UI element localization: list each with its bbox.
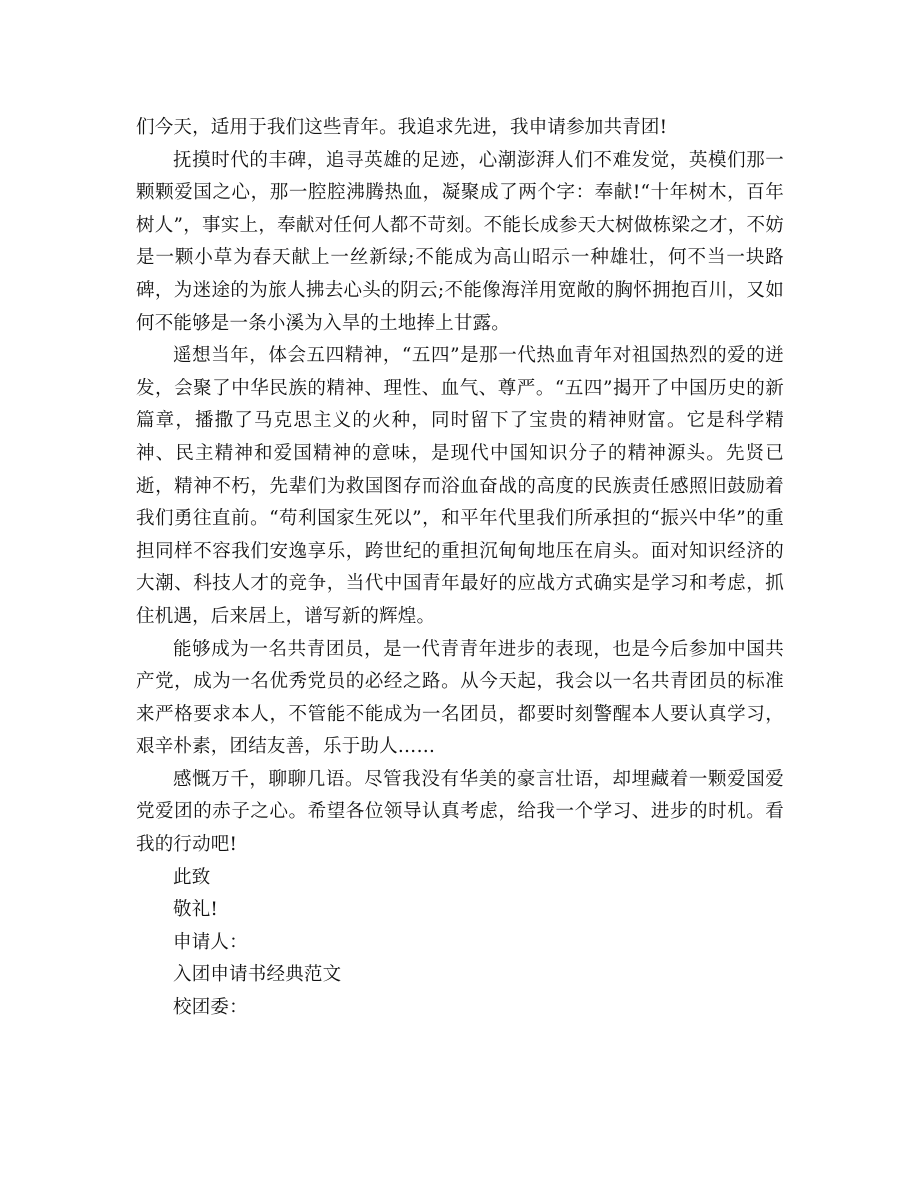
paragraph-3: 遥想当年，体会五四精神，“五四”是那一代热血青年对祖国热烈的爱的迸发，会聚了中华民族的精神、理性、血气、尊严。“五四”揭开了中国历史的新篇章，播撒了马克思主义的火种，同时留下了宝贵的精神财富。它是科学精神、民主精神和爱国精神的意味，是现代中国知识分子的精神源头。先贤已逝，精神不朽，先辈们为救国图存而浴血奋战的高度的民族责任感照旧鼓励着我们勇往直前。“苟利国家生死以”，和平年代里我们所承担的“振兴中华”的重担同样不容我们安逸享乐，跨世纪的重担沉甸甸地压在肩头。面对知识经济的大潮、科技人才的竞争，当代中国青年最好的应战方式确实是学习和考虑，抓住机遇，后来居上，谱写新的辉煌。	[136, 345, 784, 627]
paragraph-4: 能够成为一名共青团员，是一代青青年进步的表现，也是今后参加中国共产党，成为一名优秀党员的必经之路。从今天起，我会以一名共青团员的标准来严格要求本人，不管能不能成为一名团员，都要时刻警醒本人要认真学习，艰辛朴素，团结友善，乐于助人……	[136, 638, 784, 758]
document-body	[136, 112, 784, 1025]
closing-salutation: 此致	[173, 866, 211, 888]
paragraph-2: 抚摸时代的丰碑，追寻英雄的足迹，心潮澎湃人们不难发觉，英模们那一颗颗爱国之心，那一腔腔沸腾热血，凝聚成了两个字：奉献!“十年树木，百年树人”，事实上，奉献对任何人都不苛刻。不能长成参天大树做栋梁之才，不妨是一颗小草为春天献上一丝新绿;不能成为高山昭示一种雄壮，何不当一块路碑，为迷途的为旅人拂去心头的阴云;不能像海洋用宽敞的胸怀拥抱百川，又如何不能够是一条小溪为入旱的土地捧上甘露。	[136, 149, 784, 334]
document-title-line: 入团申请书经典范文	[173, 964, 342, 986]
applicant-label: 申请人：	[173, 931, 248, 953]
paragraph-1: 们今天，适用于我们这些青年。我追求先进，我申请参加共青团!	[136, 117, 668, 138]
closing-regards: 敬礼!	[173, 899, 219, 921]
recipient-label: 校团委：	[173, 997, 248, 1019]
paragraph-5: 感慨万千，聊聊几语。尽管我没有华美的豪言壮语，却埋藏着一颗爱国爱党爱团的赤子之心。希望各位领导认真考虑，给我一个学习、进步的时机。看我的行动吧!	[136, 768, 784, 856]
